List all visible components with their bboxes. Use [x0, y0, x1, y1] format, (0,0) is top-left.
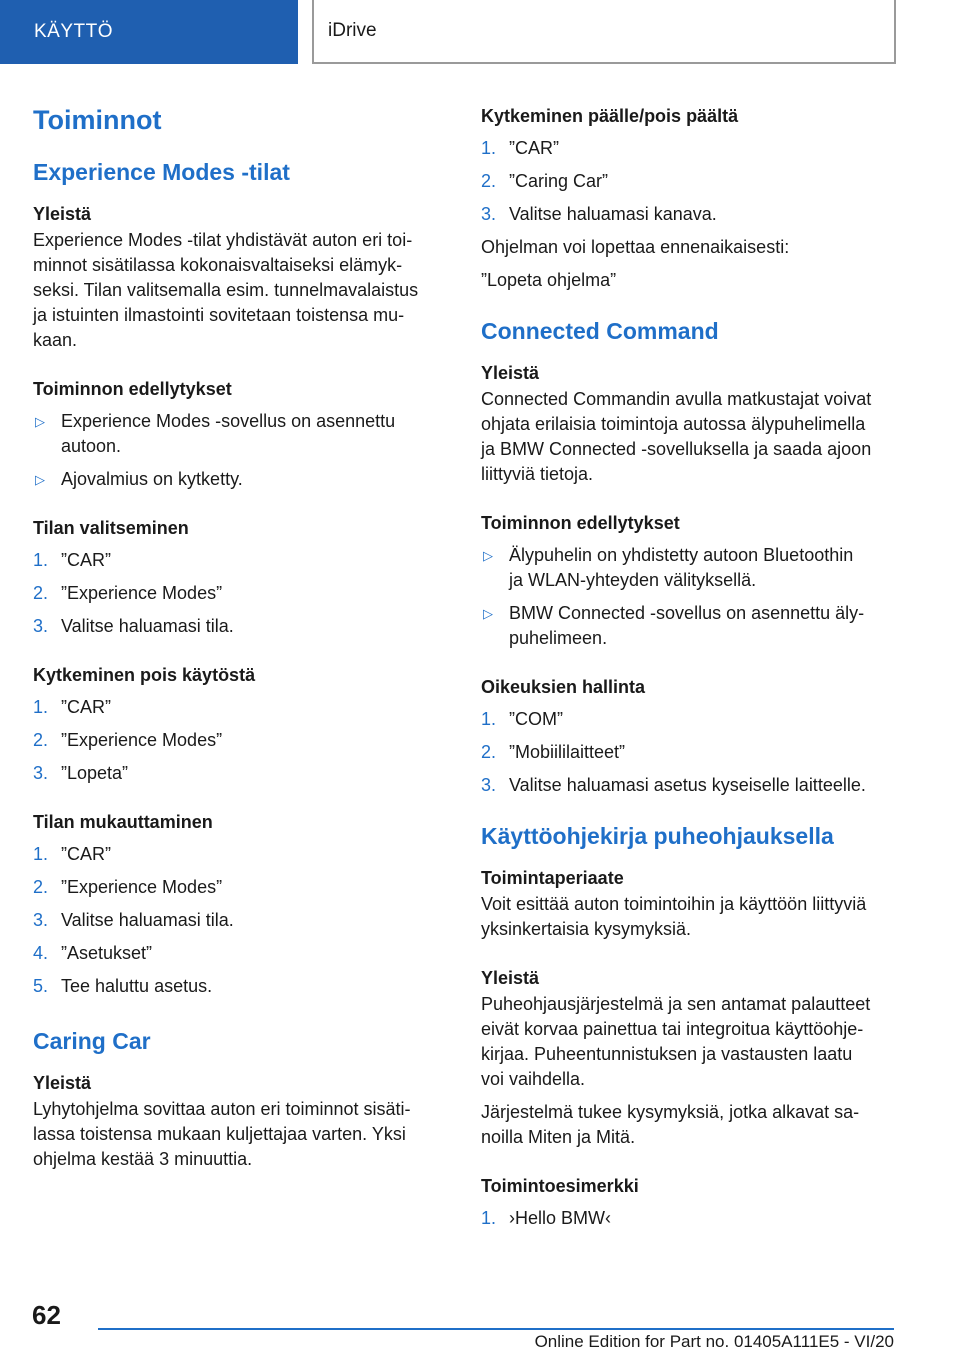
em-select-heading: Tilan valitseminen [33, 518, 189, 538]
step-text: Valitse haluamasi tila. [61, 910, 234, 930]
text-line: noilla Miten ja Mitä. [481, 1127, 636, 1147]
step-number: 1. [481, 709, 497, 729]
step-text: ”COM” [509, 709, 563, 729]
list-item-text: Älypuhelin on yhdistetty autoon Bluetoothin [509, 545, 854, 565]
text-line: Connected Commandin avulla matkustajat voivat [481, 389, 872, 409]
em-general-text [33, 228, 439, 353]
page-number: 62 [32, 1300, 61, 1330]
step-number: 3. [481, 204, 497, 224]
text-line: kaan. [33, 330, 78, 350]
text-line: seksi. Tilan valitsemalla esim. tunnelmavalaistus [33, 280, 419, 300]
em-customize-steps [33, 842, 439, 999]
em-customize-heading: Tilan mukauttaminen [33, 812, 213, 832]
em-select-steps [33, 548, 439, 639]
step-item [481, 169, 895, 194]
step-item [33, 974, 439, 999]
step-text: ”Mobiililaitteet” [509, 742, 626, 762]
step-item [481, 773, 895, 798]
vm-support-text [481, 1100, 895, 1150]
step-number: 1. [33, 697, 49, 717]
ccmd-general-heading: Yleistä [481, 363, 540, 383]
vm-general-heading: Yleistä [481, 968, 540, 988]
text-line: ja istuinten ilmastointi sovitetaan toistensa mu- [33, 305, 405, 325]
step-number: 3. [481, 775, 497, 795]
text-line: eivät korvaa painettua tai integroitua käyttöohje- [481, 1019, 864, 1039]
list-item-text: puhelimeen. [509, 628, 608, 648]
step-text: Tee haluttu asetus. [61, 976, 213, 996]
list-item [33, 467, 439, 492]
list-item [481, 601, 895, 651]
text-line: ja BMW Connected -sovelluksella ja saada ajoon [481, 439, 872, 459]
step-text: ”CAR” [61, 844, 111, 864]
cc-general-heading: Yleistä [33, 1073, 92, 1093]
step-number: 5. [33, 976, 49, 996]
text-line: ohjata erilaisia toimintoja autossa älypuhelimella [481, 414, 866, 434]
step-item [33, 614, 439, 639]
step-text: ”Experience Modes” [61, 730, 223, 750]
text-line: liittyviä tietoja. [481, 464, 594, 484]
em-general-heading: Yleistä [33, 204, 92, 224]
step-text: ”CAR” [509, 138, 559, 158]
step-number: 2. [33, 730, 49, 750]
list-item-text: Ajovalmius on kytketty. [61, 469, 243, 489]
triangle-bullet-icon: ▷ [483, 606, 493, 621]
em-off-steps [33, 695, 439, 786]
ccmd-prereq-heading: Toiminnon edellytykset [481, 513, 680, 533]
step-item [33, 941, 439, 966]
edition-note: Online Edition for Part no. 01405A111E5 - VI/20 [534, 1332, 894, 1351]
step-item [33, 548, 439, 573]
text-line: ohjelma kestää 3 minuuttia. [33, 1149, 253, 1169]
page-title: Toiminnot [33, 105, 162, 135]
section-title: KÄYTTÖ [34, 21, 114, 42]
step-item [33, 842, 439, 867]
step-number: 2. [33, 877, 49, 897]
step-number: 1. [481, 138, 497, 158]
list-item [481, 543, 895, 593]
step-item [481, 707, 895, 732]
step-number: 1. [481, 1208, 497, 1228]
triangle-bullet-icon: ▷ [35, 472, 45, 487]
ccmd-prereq-list [481, 543, 895, 651]
triangle-bullet-icon: ▷ [483, 548, 493, 563]
cc-general-text [33, 1097, 439, 1172]
step-item [481, 136, 895, 161]
experience-modes-heading: Experience Modes -tilat [33, 159, 290, 185]
text-line: minnot sisätilassa kokonaisvaltaiseksi elämyk- [33, 255, 403, 275]
step-text: ”CAR” [61, 697, 111, 717]
step-number: 1. [33, 550, 49, 570]
step-item [33, 761, 439, 786]
text-line: lassa toistensa mukaan kuljettajaa varten. Yksi [33, 1124, 406, 1144]
text-line: Voit esittää auton toimintoihin ja käyttöön liittyviä [481, 894, 867, 914]
caring-car-heading: Caring Car [33, 1028, 151, 1054]
early-stop-command: ”Lopeta ohjelma” [481, 270, 617, 290]
voice-manual-heading: Käyttöohjekirja puheohjauksella [481, 823, 834, 849]
early-stop-text: Ohjelman voi lopettaa ennenaikaisesti: [481, 237, 790, 257]
connected-command-heading: Connected Command [481, 318, 719, 344]
step-number: 1. [33, 844, 49, 864]
list-item-text: Experience Modes -sovellus on asennettu [61, 411, 396, 431]
step-item [33, 728, 439, 753]
list-item-text: BMW Connected -sovellus on asennettu äly- [509, 603, 865, 623]
list-item-text: autoon. [61, 436, 122, 456]
chapter-title: iDrive [328, 20, 377, 41]
rights-heading: Oikeuksien hallinta [481, 677, 646, 697]
right-column [481, 104, 895, 1231]
vm-principle-text [481, 892, 895, 942]
step-item [481, 1206, 895, 1231]
em-prereq-list [33, 409, 439, 492]
step-number: 2. [481, 171, 497, 191]
step-item [33, 581, 439, 606]
left-column [33, 96, 439, 1172]
vm-general-text [481, 992, 895, 1092]
em-off-heading: Kytkeminen pois käytöstä [33, 665, 256, 685]
step-number: 4. [33, 943, 49, 963]
triangle-bullet-icon: ▷ [35, 414, 45, 429]
step-item [33, 875, 439, 900]
step-item [33, 908, 439, 933]
text-line: voi vaihdella. [481, 1069, 586, 1089]
step-item [481, 740, 895, 765]
step-number: 3. [33, 616, 49, 636]
onoff-steps [481, 136, 895, 227]
step-text: Valitse haluamasi asetus kyseiselle laitteelle. [509, 775, 866, 795]
footer-divider [98, 1328, 894, 1330]
text-line: Puheohjausjärjestelmä ja sen antamat palautteet [481, 994, 871, 1014]
text-line: Lyhytohjelma sovittaa auton eri toiminnot sisäti- [33, 1099, 411, 1119]
vm-examples-heading: Toimintoesimerkki [481, 1176, 639, 1196]
step-text: ”Experience Modes” [61, 583, 223, 603]
ccmd-general-text [481, 387, 895, 487]
step-text: ›Hello BMW‹ [509, 1208, 611, 1228]
list-item-text: ja WLAN-yhteyden välityksellä. [509, 570, 757, 590]
vm-examples [481, 1206, 895, 1231]
step-text: ”Caring Car” [509, 171, 609, 191]
step-number: 2. [33, 583, 49, 603]
list-item [33, 409, 439, 459]
step-text: ”Asetukset” [61, 943, 153, 963]
text-line: Experience Modes -tilat yhdistävät auton eri toi- [33, 230, 413, 250]
text-line: yksinkertaisia kysymyksiä. [481, 919, 692, 939]
step-item [481, 202, 895, 227]
chapter-tab [312, 0, 896, 64]
rights-steps [481, 707, 895, 798]
text-line: kirjaa. Puheentunnistuksen ja vastausten laatu [481, 1044, 853, 1064]
step-number: 3. [33, 910, 49, 930]
step-item [33, 695, 439, 720]
step-number: 3. [33, 763, 49, 783]
step-text: ”Experience Modes” [61, 877, 223, 897]
vm-principle-heading: Toimintaperiaate [481, 868, 624, 888]
step-text: ”Lopeta” [61, 763, 129, 783]
text-line: Järjestelmä tukee kysymyksiä, jotka alkavat sa- [481, 1102, 860, 1122]
step-text: Valitse haluamasi kanava. [509, 204, 717, 224]
em-prereq-heading: Toiminnon edellytykset [33, 379, 232, 399]
step-text: ”CAR” [61, 550, 111, 570]
section-tab [0, 0, 298, 64]
onoff-heading: Kytkeminen päälle/pois päältä [481, 106, 739, 126]
step-number: 2. [481, 742, 497, 762]
step-text: Valitse haluamasi tila. [61, 616, 234, 636]
